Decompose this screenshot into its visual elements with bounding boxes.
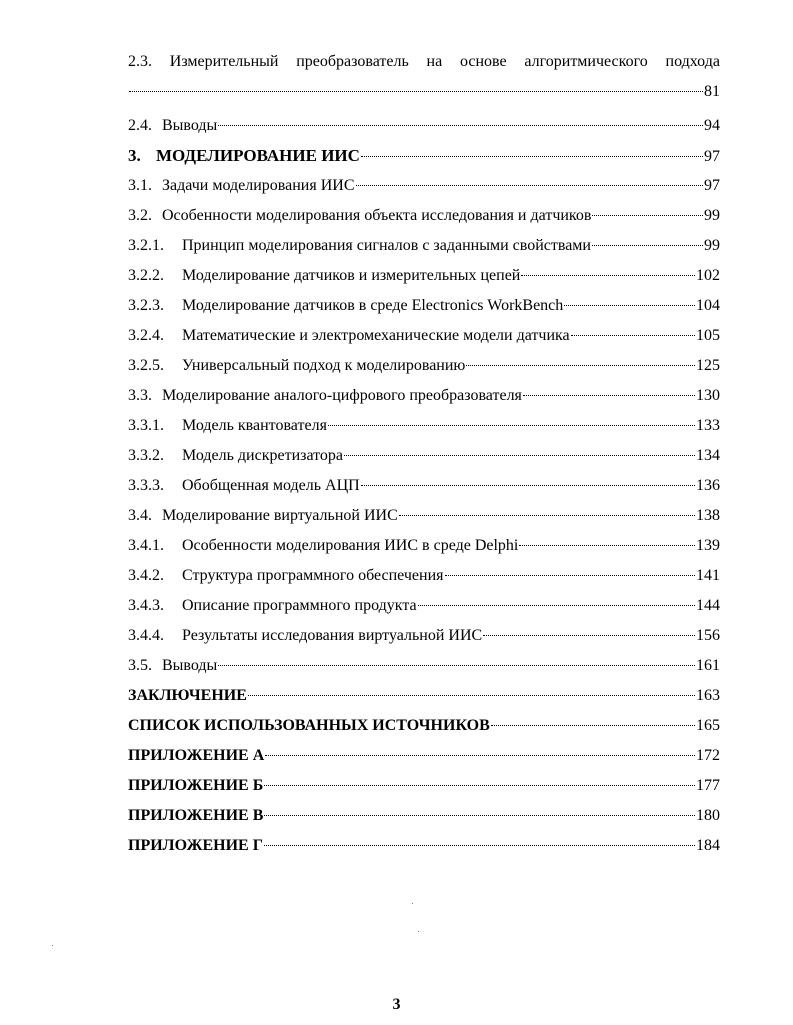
- dot-leader: [264, 845, 695, 846]
- toc-entry: [128, 801, 720, 831]
- dot-leader: [592, 245, 703, 246]
- toc-entry-title: Задачи моделирования ИИС: [162, 177, 355, 194]
- toc-entry-number: 3.4.4.: [128, 627, 164, 644]
- toc-entry-number: 3.4.3.: [128, 597, 164, 614]
- toc-page-number: 81: [704, 83, 720, 100]
- dot-leader: [248, 695, 695, 696]
- dot-leader: [356, 185, 704, 186]
- toc-entry-number: 3.2.: [128, 207, 152, 224]
- dot-leader: [521, 275, 695, 276]
- toc-entry-title: Особенности моделирования ИИС в среде Delphi: [182, 537, 519, 554]
- toc-page-number: 134: [696, 447, 720, 464]
- toc-entry-number: 3.1.: [128, 177, 152, 194]
- dot-leader: [264, 815, 695, 816]
- toc-entry-number: 3.3.1.: [128, 417, 164, 434]
- toc-entry: [128, 171, 720, 201]
- toc-entry: [128, 351, 720, 381]
- dot-leader: [445, 575, 695, 576]
- toc-entry-2-3-leader-line: [128, 81, 720, 103]
- toc-entry-number: 3.: [128, 146, 141, 165]
- toc-page-number: 133: [696, 417, 720, 434]
- toc-page-number: 99: [704, 237, 720, 254]
- toc-page-number: 172: [696, 747, 720, 764]
- toc-page-number: 125: [696, 357, 720, 374]
- toc-word: преобразователь: [296, 53, 409, 70]
- toc-entry-number: 3.3.2.: [128, 447, 164, 464]
- toc-word: алгоритмического: [524, 53, 648, 70]
- toc-word: подхода: [665, 53, 720, 70]
- toc-page-number: 94: [704, 117, 720, 134]
- toc-entry-title: Модель квантователя: [182, 417, 327, 434]
- toc-entry-title: ПРИЛОЖЕНИЕ Г: [128, 837, 263, 854]
- toc-entry-number: 3.2.4.: [128, 327, 164, 344]
- toc-entry-number: 3.4.: [128, 507, 152, 524]
- toc-entry-number: 2.4.: [128, 117, 152, 134]
- toc-page-number: 161: [696, 657, 720, 674]
- toc-page-number: 130: [696, 387, 720, 404]
- page-number: 3: [392, 996, 401, 1013]
- toc-page-number: 139: [696, 537, 720, 554]
- scan-speck: [52, 945, 53, 946]
- toc-entry: [128, 591, 720, 621]
- dot-leader: [344, 455, 695, 456]
- dot-leader: [264, 785, 695, 786]
- dot-leader: [129, 91, 703, 92]
- toc-entry-title: Обобщенная модель АЦП: [182, 477, 360, 494]
- toc-entry: [128, 291, 720, 321]
- toc-entry: [128, 201, 720, 231]
- toc-entry: [128, 441, 720, 471]
- toc-entry: [128, 561, 720, 591]
- toc-entry-number: 3.2.2.: [128, 267, 164, 284]
- dot-leader: [361, 156, 703, 157]
- toc-entry: [128, 711, 720, 741]
- toc-entry: [128, 681, 720, 711]
- dot-leader: [466, 365, 695, 366]
- toc-entry-number: 3.4.1.: [128, 537, 164, 554]
- toc-entry: [128, 501, 720, 531]
- toc-entry: [128, 651, 720, 681]
- toc-entry-title: Описание программного продукта: [182, 597, 417, 614]
- toc-page-number: 97: [704, 148, 720, 165]
- toc-page-number: 180: [696, 807, 720, 824]
- toc-entry-number: 3.2.5.: [128, 357, 164, 374]
- scan-speck: [412, 903, 413, 904]
- dot-leader: [592, 215, 703, 216]
- dot-leader: [523, 395, 695, 396]
- toc-page-number: 141: [696, 567, 720, 584]
- toc-word: Измерительный: [169, 53, 279, 70]
- dot-leader: [418, 605, 695, 606]
- toc-entry: [128, 771, 720, 801]
- toc-entry-title: ПРИЛОЖЕНИЕ А: [128, 747, 265, 764]
- toc-page-number: 184: [696, 837, 720, 854]
- toc-entry: [128, 831, 720, 861]
- toc-page-number: 136: [696, 477, 720, 494]
- toc-entry-number: 3.2.1.: [128, 237, 164, 254]
- toc-entry-number: 3.5.: [128, 657, 152, 674]
- toc-page-number: 104: [696, 297, 720, 314]
- toc-entry: [128, 621, 720, 651]
- toc-word: основе: [459, 53, 507, 70]
- toc-entry-title: ЗАКЛЮЧЕНИЕ: [128, 687, 247, 704]
- table-of-contents: [128, 111, 720, 861]
- toc-page-number: 144: [696, 597, 720, 614]
- toc-page-number: 165: [696, 717, 720, 734]
- dot-leader: [265, 755, 695, 756]
- toc-entry-title: Математические и электромеханические модели датчика: [182, 327, 570, 344]
- toc-entry-title: Моделирование виртуальной ИИС: [162, 507, 398, 524]
- dot-leader: [218, 125, 703, 126]
- toc-entry-title: Моделирование датчиков в среде Electronics WorkBench: [182, 297, 564, 314]
- toc-entry-title: Принцип моделирования сигналов с заданными свойствами: [182, 237, 591, 254]
- toc-entry-title: Особенности моделирования объекта исследования и датчиков: [162, 207, 592, 224]
- toc-entry: [128, 471, 720, 501]
- toc-entry-title: Универсальный подход к моделированию: [182, 357, 466, 374]
- toc-entry: [128, 231, 720, 261]
- dot-leader: [519, 545, 695, 546]
- dot-leader: [399, 515, 695, 516]
- toc-entry: [128, 411, 720, 441]
- dot-leader: [483, 635, 695, 636]
- dot-leader: [571, 335, 695, 336]
- toc-entry-title: СПИСОК ИСПОЛЬЗОВАННЫХ ИСТОЧНИКОВ: [128, 717, 490, 734]
- dot-leader: [218, 665, 695, 666]
- toc-entry-title: Результаты исследования виртуальной ИИС: [182, 627, 483, 644]
- toc-page-number: 99: [704, 207, 720, 224]
- toc-entry-title: Моделирование аналого-цифрового преобразователя: [162, 387, 522, 404]
- toc-entry: [128, 381, 720, 411]
- dot-leader: [328, 425, 695, 426]
- toc-entry-2-3: [128, 51, 720, 103]
- toc-word: на: [426, 53, 443, 70]
- toc-entry-title: Выводы: [162, 657, 218, 674]
- toc-entry: [128, 141, 720, 171]
- toc-entry-title: Модель дискретизатора: [182, 447, 344, 464]
- toc-entry: [128, 321, 720, 351]
- toc-entry-title: ПРИЛОЖЕНИЕ Б: [128, 777, 264, 794]
- toc-entry-number: 3.2.3.: [128, 297, 164, 314]
- toc-entry: [128, 111, 720, 141]
- toc-page-number: 163: [696, 687, 720, 704]
- toc-entry-number: 3.3.3.: [128, 477, 164, 494]
- toc-page-number: 102: [696, 267, 720, 284]
- toc-entry: [128, 261, 720, 291]
- toc-entry-number: 3.4.2.: [128, 567, 164, 584]
- toc-entry-title: Структура программного обеспечения: [182, 567, 444, 584]
- dot-leader: [491, 725, 695, 726]
- toc-entry: [128, 741, 720, 771]
- toc-page-number: 177: [696, 777, 720, 794]
- toc-page-number: 138: [696, 507, 720, 524]
- toc-entry-title: ПРИЛОЖЕНИЕ В: [128, 807, 264, 824]
- toc-entry-number: 3.3.: [128, 387, 152, 404]
- scan-speck: [418, 931, 419, 932]
- toc-entry-title: Выводы: [162, 117, 218, 134]
- toc-page-number: 105: [696, 327, 720, 344]
- toc-page-number: 97: [704, 177, 720, 194]
- toc-entry-title: МОДЕЛИРОВАНИЕ ИИС: [156, 146, 360, 165]
- dot-leader: [564, 305, 695, 306]
- dot-leader: [361, 485, 695, 486]
- toc-entry-title: Моделирование датчиков и измерительных цепей: [182, 267, 521, 284]
- toc-entry-2-3-title-line: [128, 51, 720, 73]
- toc-word: 2.3.: [128, 53, 152, 70]
- toc-entry: [128, 531, 720, 561]
- toc-page-number: 156: [696, 627, 720, 644]
